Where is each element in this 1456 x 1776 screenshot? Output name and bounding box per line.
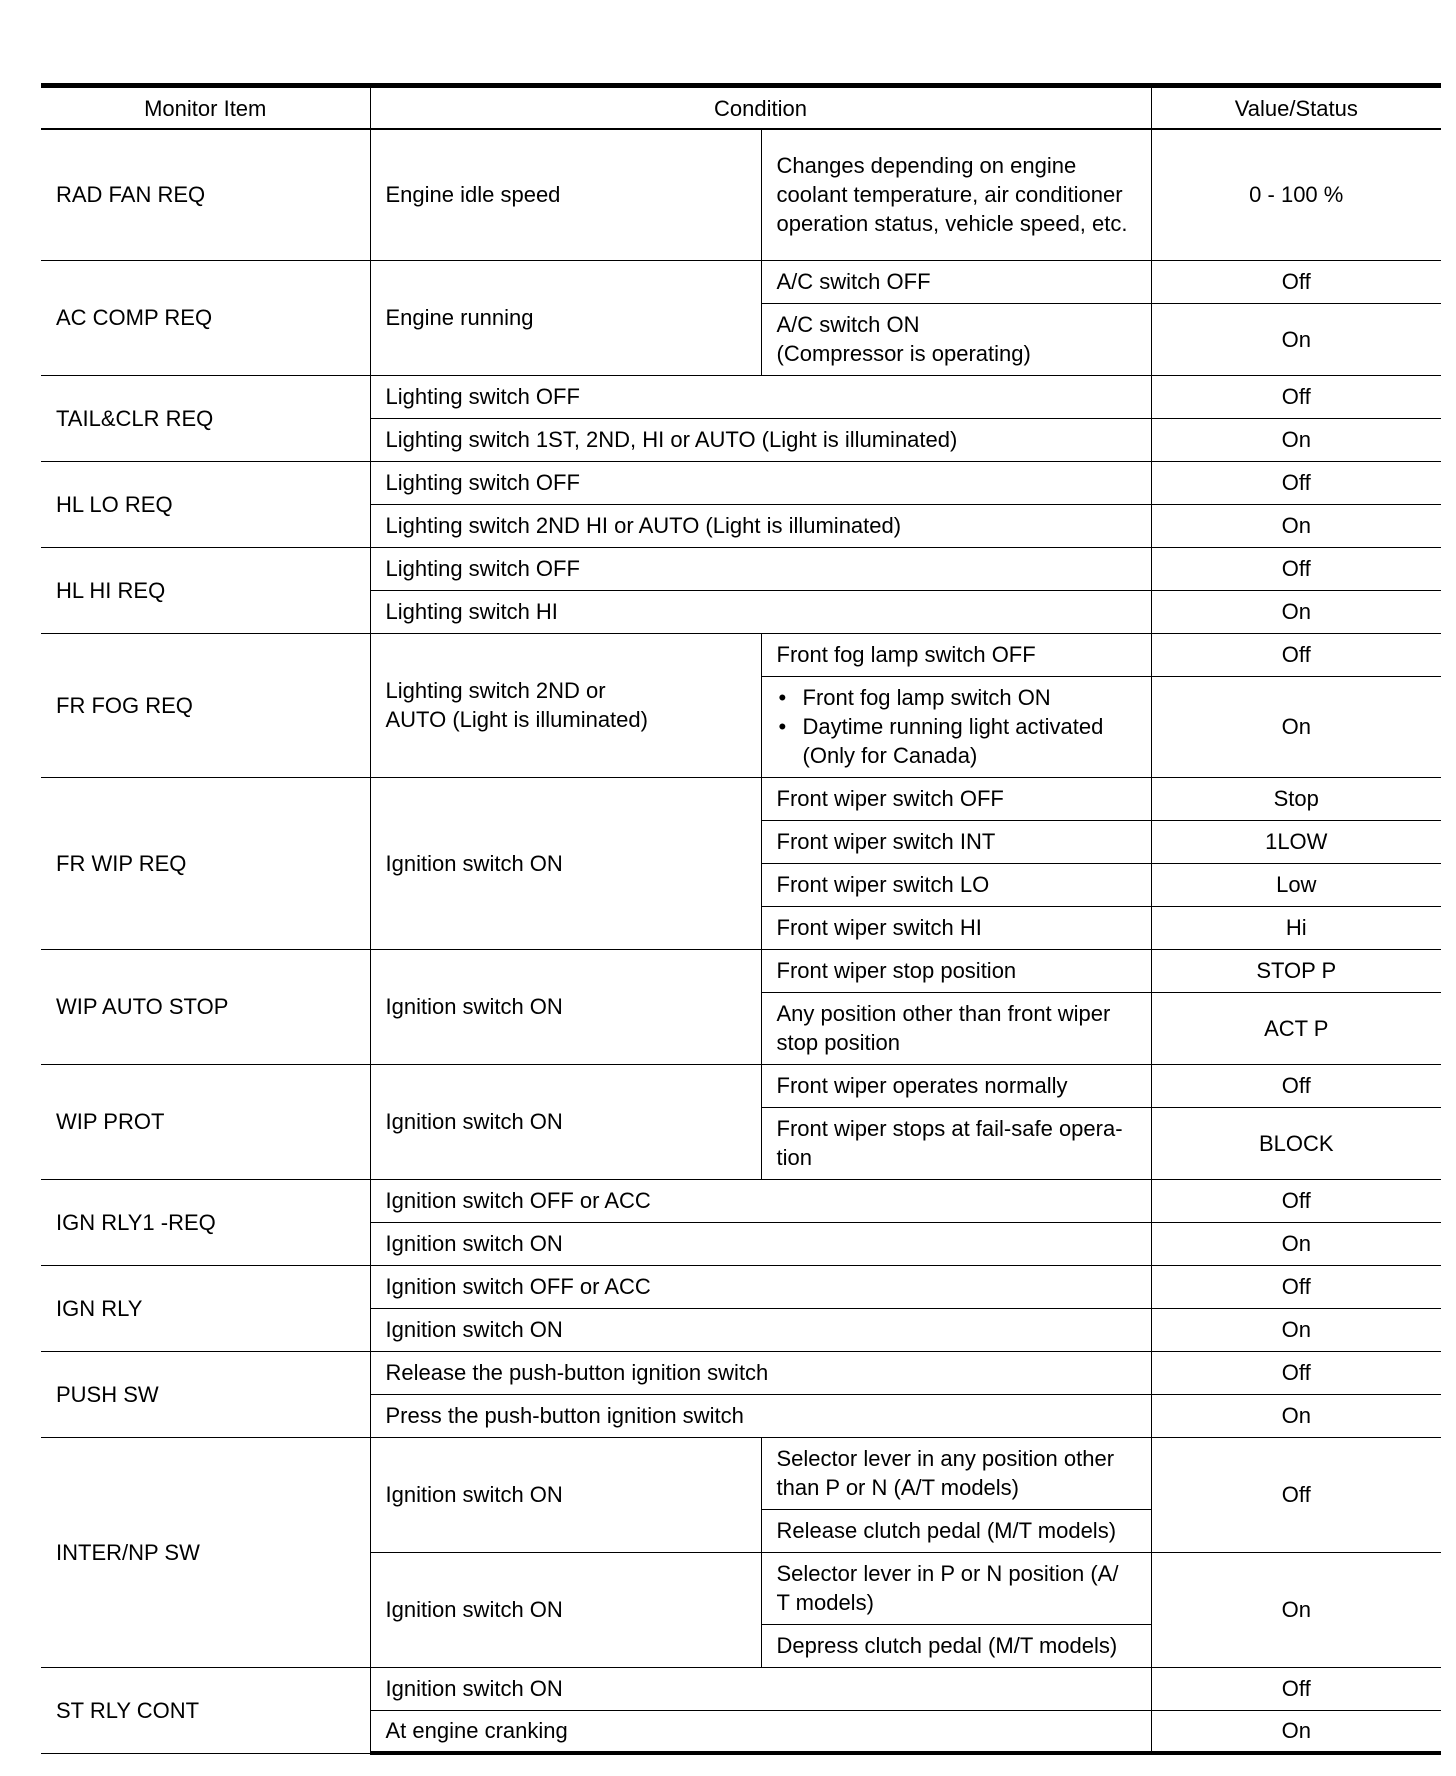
condition: At engine cranking bbox=[370, 1710, 1151, 1753]
sub-condition: A/C switch OFF bbox=[761, 260, 1151, 303]
value-status: On bbox=[1151, 418, 1441, 461]
condition: Ignition switch OFF or ACC bbox=[370, 1179, 1151, 1222]
line: Selector lever in any position other bbox=[776, 1446, 1115, 1471]
monitor-table bbox=[41, 83, 1441, 1755]
table-row bbox=[41, 1351, 1441, 1394]
monitor-item: INTER/NP SW bbox=[41, 1437, 370, 1667]
sub-condition bbox=[761, 676, 1151, 777]
sub-condition: Front wiper switch INT bbox=[761, 820, 1151, 863]
bullet-icon: • bbox=[778, 714, 787, 739]
monitor-item: PUSH SW bbox=[41, 1351, 370, 1437]
condition: Lighting switch OFF bbox=[370, 461, 1151, 504]
line: A/C switch ON bbox=[776, 312, 920, 337]
value-status: 1LOW bbox=[1151, 820, 1441, 863]
value-status: Off bbox=[1151, 461, 1441, 504]
sub-condition bbox=[761, 992, 1151, 1064]
sub-condition bbox=[761, 1437, 1151, 1509]
line: AUTO (Light is illuminated) bbox=[385, 707, 648, 732]
monitor-item: HL HI REQ bbox=[41, 547, 370, 633]
line: than P or N (A/T models) bbox=[776, 1475, 1020, 1500]
condition: Ignition switch ON bbox=[370, 1667, 1151, 1710]
condition: Ignition switch ON bbox=[370, 1064, 761, 1179]
condition: Ignition switch ON bbox=[370, 949, 761, 1064]
monitor-item: RAD FAN REQ bbox=[41, 129, 370, 260]
value-status: Off bbox=[1151, 633, 1441, 676]
condition: Lighting switch 2ND HI or AUTO (Light is illuminated) bbox=[370, 504, 1151, 547]
value-status: Stop bbox=[1151, 777, 1441, 820]
bullet-item bbox=[777, 683, 1136, 712]
value-status: On bbox=[1151, 1394, 1441, 1437]
value-status: Off bbox=[1151, 547, 1441, 590]
line: T models) bbox=[776, 1590, 874, 1615]
sub-condition bbox=[761, 303, 1151, 375]
condition: Release the push-button ignition switch bbox=[370, 1351, 1151, 1394]
monitor-item: FR FOG REQ bbox=[41, 633, 370, 777]
value-status: On bbox=[1151, 1710, 1441, 1753]
header-condition: Condition bbox=[370, 86, 1151, 130]
sub-condition bbox=[761, 1552, 1151, 1624]
monitor-item: WIP AUTO STOP bbox=[41, 949, 370, 1064]
table-row bbox=[41, 547, 1441, 590]
table-header-row bbox=[41, 86, 1441, 130]
sub-condition: Front wiper switch HI bbox=[761, 906, 1151, 949]
condition: Lighting switch HI bbox=[370, 590, 1151, 633]
table-row bbox=[41, 1667, 1441, 1710]
bullet-icon: • bbox=[778, 685, 787, 710]
value-status: On bbox=[1151, 1308, 1441, 1351]
sub-condition: Changes depending on engine coolant temperature, air conditioner operation status, vehicle speed, etc. bbox=[761, 129, 1151, 260]
condition: Ignition switch ON bbox=[370, 1552, 761, 1667]
value-status: On bbox=[1151, 1222, 1441, 1265]
sub-condition: Depress clutch pedal (M/T models) bbox=[761, 1624, 1151, 1667]
monitor-item: IGN RLY1 -REQ bbox=[41, 1179, 370, 1265]
condition: Ignition switch OFF or ACC bbox=[370, 1265, 1151, 1308]
value-status: On bbox=[1151, 676, 1441, 777]
line: Daytime running light activated bbox=[802, 714, 1104, 739]
condition: Lighting switch OFF bbox=[370, 547, 1151, 590]
value-status: Hi bbox=[1151, 906, 1441, 949]
sub-condition bbox=[761, 1107, 1151, 1179]
sub-condition: Front wiper switch LO bbox=[761, 863, 1151, 906]
header-monitor-item: Monitor Item bbox=[41, 86, 370, 130]
line: Selector lever in P or N position (A/ bbox=[776, 1561, 1119, 1586]
value-status: Low bbox=[1151, 863, 1441, 906]
monitor-item: ST RLY CONT bbox=[41, 1667, 370, 1753]
header-value-status: Value/Status bbox=[1151, 86, 1441, 130]
table-row bbox=[41, 129, 1441, 260]
bullet-text bbox=[803, 712, 1104, 770]
sub-condition: Front fog lamp switch OFF bbox=[761, 633, 1151, 676]
table-row bbox=[41, 375, 1441, 418]
value-status: Off bbox=[1151, 260, 1441, 303]
value-status: Off bbox=[1151, 1667, 1441, 1710]
condition: Ignition switch ON bbox=[370, 777, 761, 949]
table-row bbox=[41, 461, 1441, 504]
line: (Compressor is operating) bbox=[776, 341, 1031, 366]
bullet-item bbox=[777, 712, 1136, 770]
condition: Lighting switch OFF bbox=[370, 375, 1151, 418]
line: stop position bbox=[776, 1030, 901, 1055]
condition: Press the push-button ignition switch bbox=[370, 1394, 1151, 1437]
monitor-item: TAIL&CLR REQ bbox=[41, 375, 370, 461]
value-status: 0 - 100 % bbox=[1151, 129, 1441, 260]
bullet-text: Front fog lamp switch ON bbox=[802, 685, 1051, 710]
value-status: On bbox=[1151, 590, 1441, 633]
condition: Lighting switch 1ST, 2ND, HI or AUTO (Light is illuminated) bbox=[370, 418, 1151, 461]
value-status: On bbox=[1151, 1552, 1441, 1667]
table-row bbox=[41, 633, 1441, 676]
value-status: On bbox=[1151, 303, 1441, 375]
sub-condition: Release clutch pedal (M/T models) bbox=[761, 1509, 1151, 1552]
condition: Ignition switch ON bbox=[370, 1308, 1151, 1351]
monitor-item: HL LO REQ bbox=[41, 461, 370, 547]
value-status: Off bbox=[1151, 1351, 1441, 1394]
value-status: Off bbox=[1151, 1265, 1441, 1308]
monitor-item: WIP PROT bbox=[41, 1064, 370, 1179]
table-row bbox=[41, 1179, 1441, 1222]
line: Lighting switch 2ND or bbox=[385, 678, 606, 703]
line: Any position other than front wiper bbox=[776, 1001, 1111, 1026]
value-status: Off bbox=[1151, 375, 1441, 418]
monitor-item: IGN RLY bbox=[41, 1265, 370, 1351]
condition: Engine idle speed bbox=[370, 129, 761, 260]
line: tion bbox=[776, 1145, 812, 1170]
value-status: Off bbox=[1151, 1064, 1441, 1107]
sub-condition: Front wiper switch OFF bbox=[761, 777, 1151, 820]
value-status: ACT P bbox=[1151, 992, 1441, 1064]
value-status: BLOCK bbox=[1151, 1107, 1441, 1179]
sub-condition: Front wiper operates normally bbox=[761, 1064, 1151, 1107]
monitor-item: AC COMP REQ bbox=[41, 260, 370, 375]
condition bbox=[370, 633, 761, 777]
value-status: On bbox=[1151, 504, 1441, 547]
condition: Ignition switch ON bbox=[370, 1222, 1151, 1265]
table-row bbox=[41, 1437, 1441, 1509]
table-row bbox=[41, 949, 1441, 992]
monitor-item: FR WIP REQ bbox=[41, 777, 370, 949]
sub-condition: Front wiper stop position bbox=[761, 949, 1151, 992]
condition: Engine running bbox=[370, 260, 761, 375]
value-status: Off bbox=[1151, 1437, 1441, 1552]
table-row bbox=[41, 1064, 1441, 1107]
condition: Ignition switch ON bbox=[370, 1437, 761, 1552]
table-row bbox=[41, 1265, 1441, 1308]
line: (Only for Canada) bbox=[802, 743, 978, 768]
table-row bbox=[41, 260, 1441, 303]
line: Front wiper stops at fail-safe opera- bbox=[776, 1116, 1123, 1141]
value-status: STOP P bbox=[1151, 949, 1441, 992]
table-row bbox=[41, 777, 1441, 820]
value-status: Off bbox=[1151, 1179, 1441, 1222]
